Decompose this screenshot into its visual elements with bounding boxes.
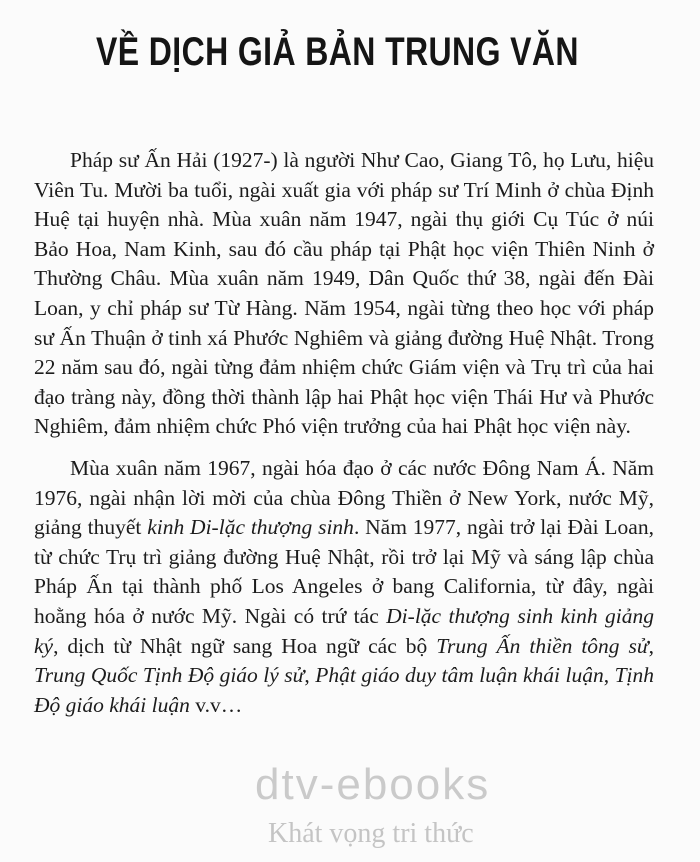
paragraph-2-text-7: v.v… — [189, 692, 243, 717]
work-title-thien-tong-su: Trung Ấn thiền tông sử — [436, 633, 649, 658]
work-title-giang-ky: Di-lặc thượng sinh kinh giảng ký — [34, 603, 654, 658]
watermark-brand: dtv-ebooks — [255, 760, 491, 809]
paragraph-2-text-3: , dịch từ Nhật ngữ sang Hoa ngữ các bộ — [53, 633, 437, 658]
work-title-di-lac-kinh: kinh Di-lặc thượng sinh — [147, 515, 354, 540]
work-title-giao-ly-su: Trung Quốc Tịnh Độ giáo lý sử — [34, 663, 305, 688]
page-title: VỀ DỊCH GIẢ BẢN TRUNG VĂN — [96, 30, 579, 74]
body-text — [34, 146, 654, 720]
paragraph-2-text-2: . Năm 1977, ngài trở lại Đài Loan, từ chức Trụ trì giảng đường Huệ Nhật, rồi trở lại Mỹ và sáng lập chùa Pháp Ấn tại thành phố Los Angeles ở bang California, từ đây, ngài hoằng hóa ở nước Mỹ. Ngài có trứ tác — [34, 515, 654, 628]
paragraph-2 — [34, 454, 654, 720]
work-title-khai-luan: Tịnh Độ giáo khái luận — [34, 663, 655, 717]
paragraph-2-text-4: , — [648, 633, 654, 658]
paragraph-1: Pháp sư Ấn Hải (1927-) là người Như Cao, Giang Tô, họ Lưu, hiệu Viên Tu. Mười ba tuổi, ngài xuất gia với pháp sư Trí Minh ở chùa Định Huệ tại huyện nhà. Mùa xuân năm 1947, ngài thụ giới Cụ Túc ở núi Bảo Hoa, Nam Kinh, sau đó cầu pháp tại Phật học viện Thiên Ninh ở Thường Châu. Mùa xuân năm 1949, Dân Quốc thứ 38, ngài đến Đài Loan, y chỉ pháp sư Từ Hàng. Năm 1954, ngài từng theo học với pháp sư Ấn Thuận ở tinh xá Phước Nghiêm và giảng đường Huệ Nhật. Trong 22 năm sau đó, ngài từng đảm nhiệm chức Giám viện và Trụ trì của hai đạo tràng này, đồng thời thành lập hai Phật học viện Thái Hư và Phước Nghiêm, đảm nhiệm chức Phó viện trưởng của hai Phật học viện này. — [34, 148, 654, 439]
paragraph-2-text-6: , — [603, 663, 615, 688]
watermark-slogan: Khát vọng tri thức — [268, 818, 474, 849]
work-title-duy-tam-luan: Phật giáo duy tâm luận khái luận — [315, 663, 604, 688]
paragraph-2-text-1: Mùa xuân năm 1967, ngài hóa đạo ở các nước Đông Nam Á. Năm 1976, ngài nhận lời mời của chùa Đông Thiền ở New York, nước Mỹ, giảng thuyết — [34, 455, 654, 540]
paragraph-2-text-5: , — [304, 663, 316, 688]
